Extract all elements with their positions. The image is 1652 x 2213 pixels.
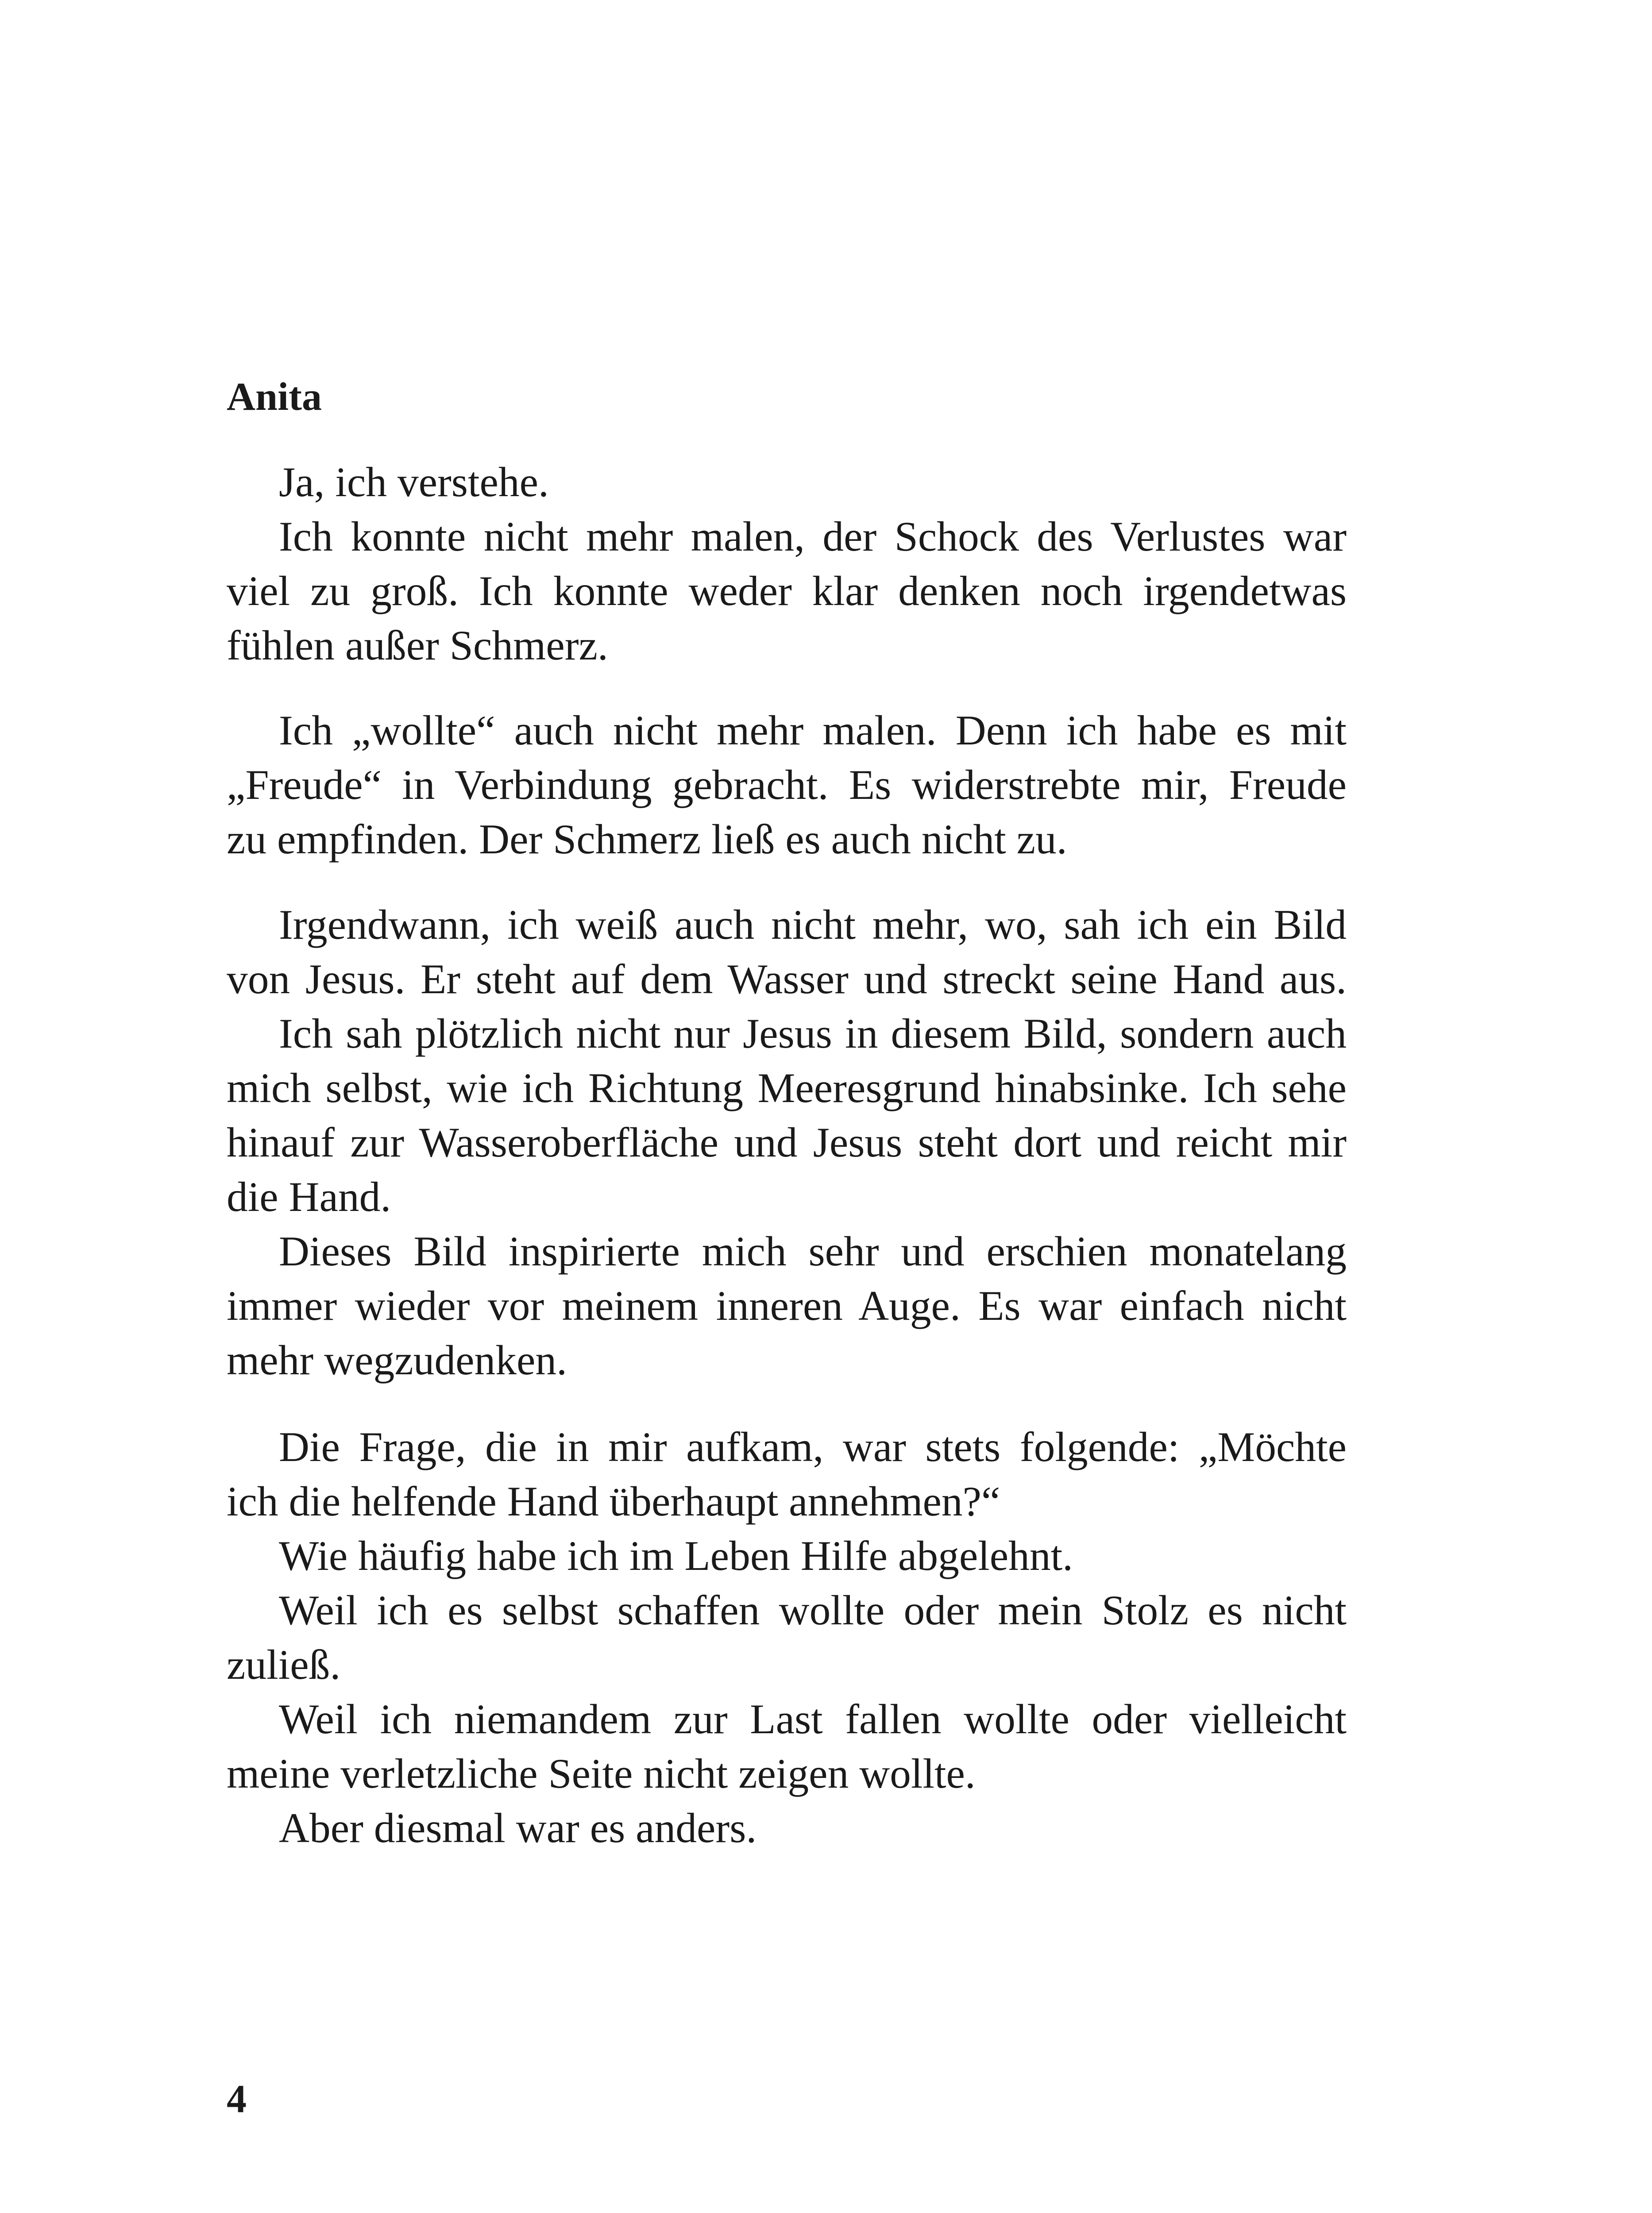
paragraph-4 (227, 1420, 1347, 1855)
text-line: Ja, ich verstehe. (279, 459, 549, 505)
text-line: mehr wegzudenken. (227, 1337, 567, 1384)
text-line: von Jesus. Er steht auf dem Wasser und streckt seine Hand aus. (227, 956, 1347, 1002)
paragraph-2 (227, 703, 1347, 867)
text-line: Ich konnte nicht mehr malen, der Schock des Verlustes war (279, 513, 1347, 560)
paragraph-3 (227, 898, 1347, 1388)
text-line: viel zu groß. Ich konnte weder klar denken noch irgendetwas (227, 567, 1347, 614)
text-line: Weil ich niemandem zur Last fallen wollte oder vielleicht (279, 1696, 1347, 1743)
text-line: Aber diesmal war es anders. (279, 1804, 757, 1851)
text-line: immer wieder vor meinem inneren Auge. Es war einfach nicht (227, 1282, 1347, 1329)
paragraph-1 (227, 455, 1347, 673)
text-line: zu empfinden. Der Schmerz ließ es auch nicht zu. (227, 816, 1067, 863)
text-line: Die Frage, die in mir aufkam, war stets folgende: „Möchte (279, 1423, 1347, 1470)
page-number: 4 (227, 2077, 247, 2121)
text-line: zuließ. (227, 1641, 341, 1688)
text-line: meine verletzliche Seite nicht zeigen wollte. (227, 1750, 976, 1797)
text-line: Weil ich es selbst schaffen wollte oder mein Stolz es nicht (279, 1587, 1347, 1634)
text-line: Dieses Bild inspirierte mich sehr und erschien monatelang (279, 1228, 1347, 1275)
text-line: fühlen außer Schmerz. (227, 622, 608, 669)
chapter-heading: Anita (227, 375, 322, 419)
text-line: Ich „wollte“ auch nicht mehr malen. Denn ich habe es mit (279, 707, 1347, 754)
text-line: Wie häufig habe ich im Leben Hilfe abgelehnt. (279, 1532, 1073, 1579)
text-line: ich die helfende Hand überhaupt annehmen?“ (227, 1478, 1000, 1525)
text-line: Ich sah plötzlich nicht nur Jesus in diesem Bild, sondern auch (279, 1010, 1347, 1057)
text-line: die Hand. (227, 1173, 391, 1220)
text-line: hinauf zur Wasseroberfläche und Jesus steht dort und reicht mir (227, 1119, 1347, 1166)
text-line: „Freude“ in Verbindung gebracht. Es widerstrebte mir, Freude (227, 761, 1347, 808)
text-line: Irgendwann, ich weiß auch nicht mehr, wo, sah ich ein Bild (279, 901, 1347, 948)
text-line: mich selbst, wie ich Richtung Meeresgrund hinabsinke. Ich sehe (227, 1064, 1347, 1111)
